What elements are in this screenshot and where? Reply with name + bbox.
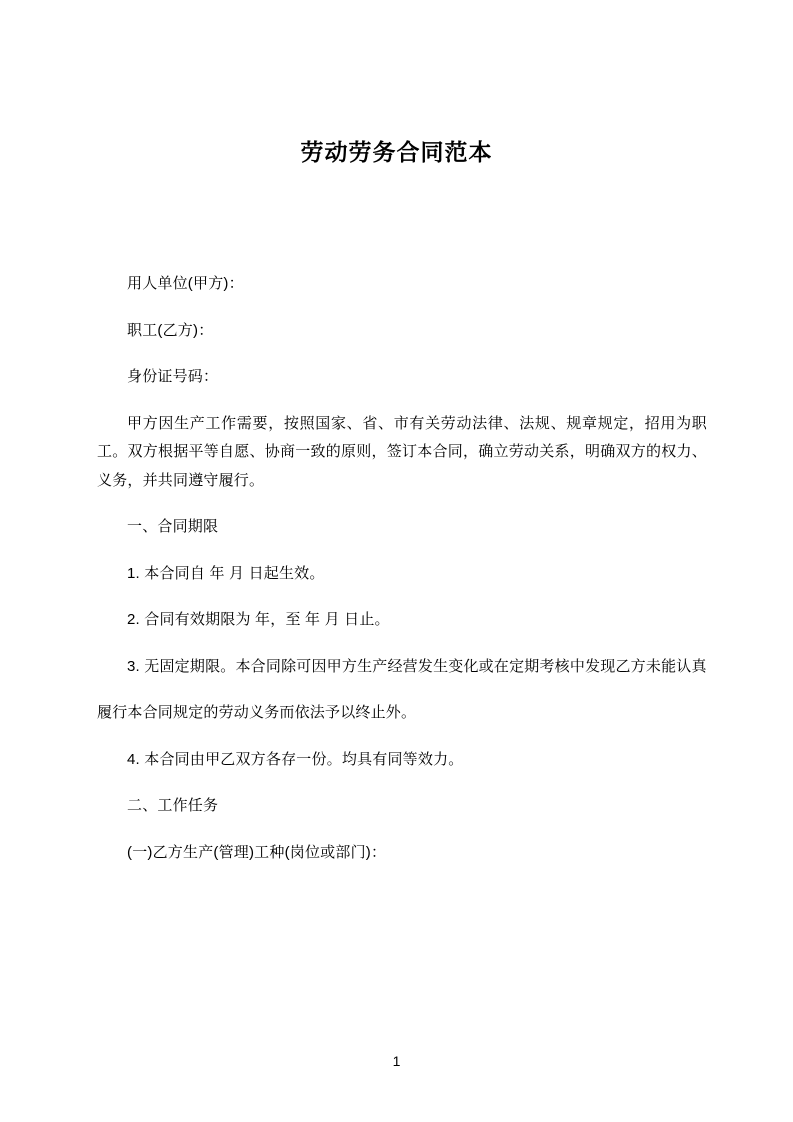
paragraph-employer-field: 用人单位(甲方)：	[127, 275, 244, 292]
paragraph-task-item-1: (一)乙方生产(管理)工种(岗位或部门)：	[127, 843, 387, 861]
paragraph-term-item-1: 1. 本合同自 年 月 日起生效。	[127, 564, 325, 582]
page-number: 1	[392, 1053, 401, 1069]
document-body	[97, 0, 707, 885]
paragraph-term-item-2: 2. 合同有效期限为 年，至 年 月 日止。	[127, 611, 390, 628]
paragraph-employee-field: 职工(乙方)：	[127, 321, 214, 339]
title-spacer	[97, 186, 707, 270]
page-title: 劳动劳务合同范本	[300, 139, 493, 165]
paragraph-id-number-field: 身份证号码：	[127, 368, 219, 385]
heading-section-two: 二、工作任务	[127, 797, 219, 814]
heading-section-one: 一、合同期限	[127, 518, 219, 535]
paragraph-term-item-3: 3. 无固定期限。本合同除可因甲方生产经营发生变化或在定期考核中发现乙方未能认真	[127, 657, 707, 675]
paragraph-term-item-4: 4. 本合同由甲乙双方各存一份。均具有同等效力。	[127, 750, 464, 768]
paragraph-term-item-3-continued: 履行本合同规定的劳动义务而依法予以终止外。	[97, 704, 417, 721]
paragraph-preamble: 甲方因生产工作需要，按照国家、省、市有关劳动法律、法规、规章规定，招用为职工。双方根据平等自愿、协商一致的原则，签订本合同，确立劳动关系，明确双方的权力、义务，并共同遵守履行。	[97, 414, 707, 489]
